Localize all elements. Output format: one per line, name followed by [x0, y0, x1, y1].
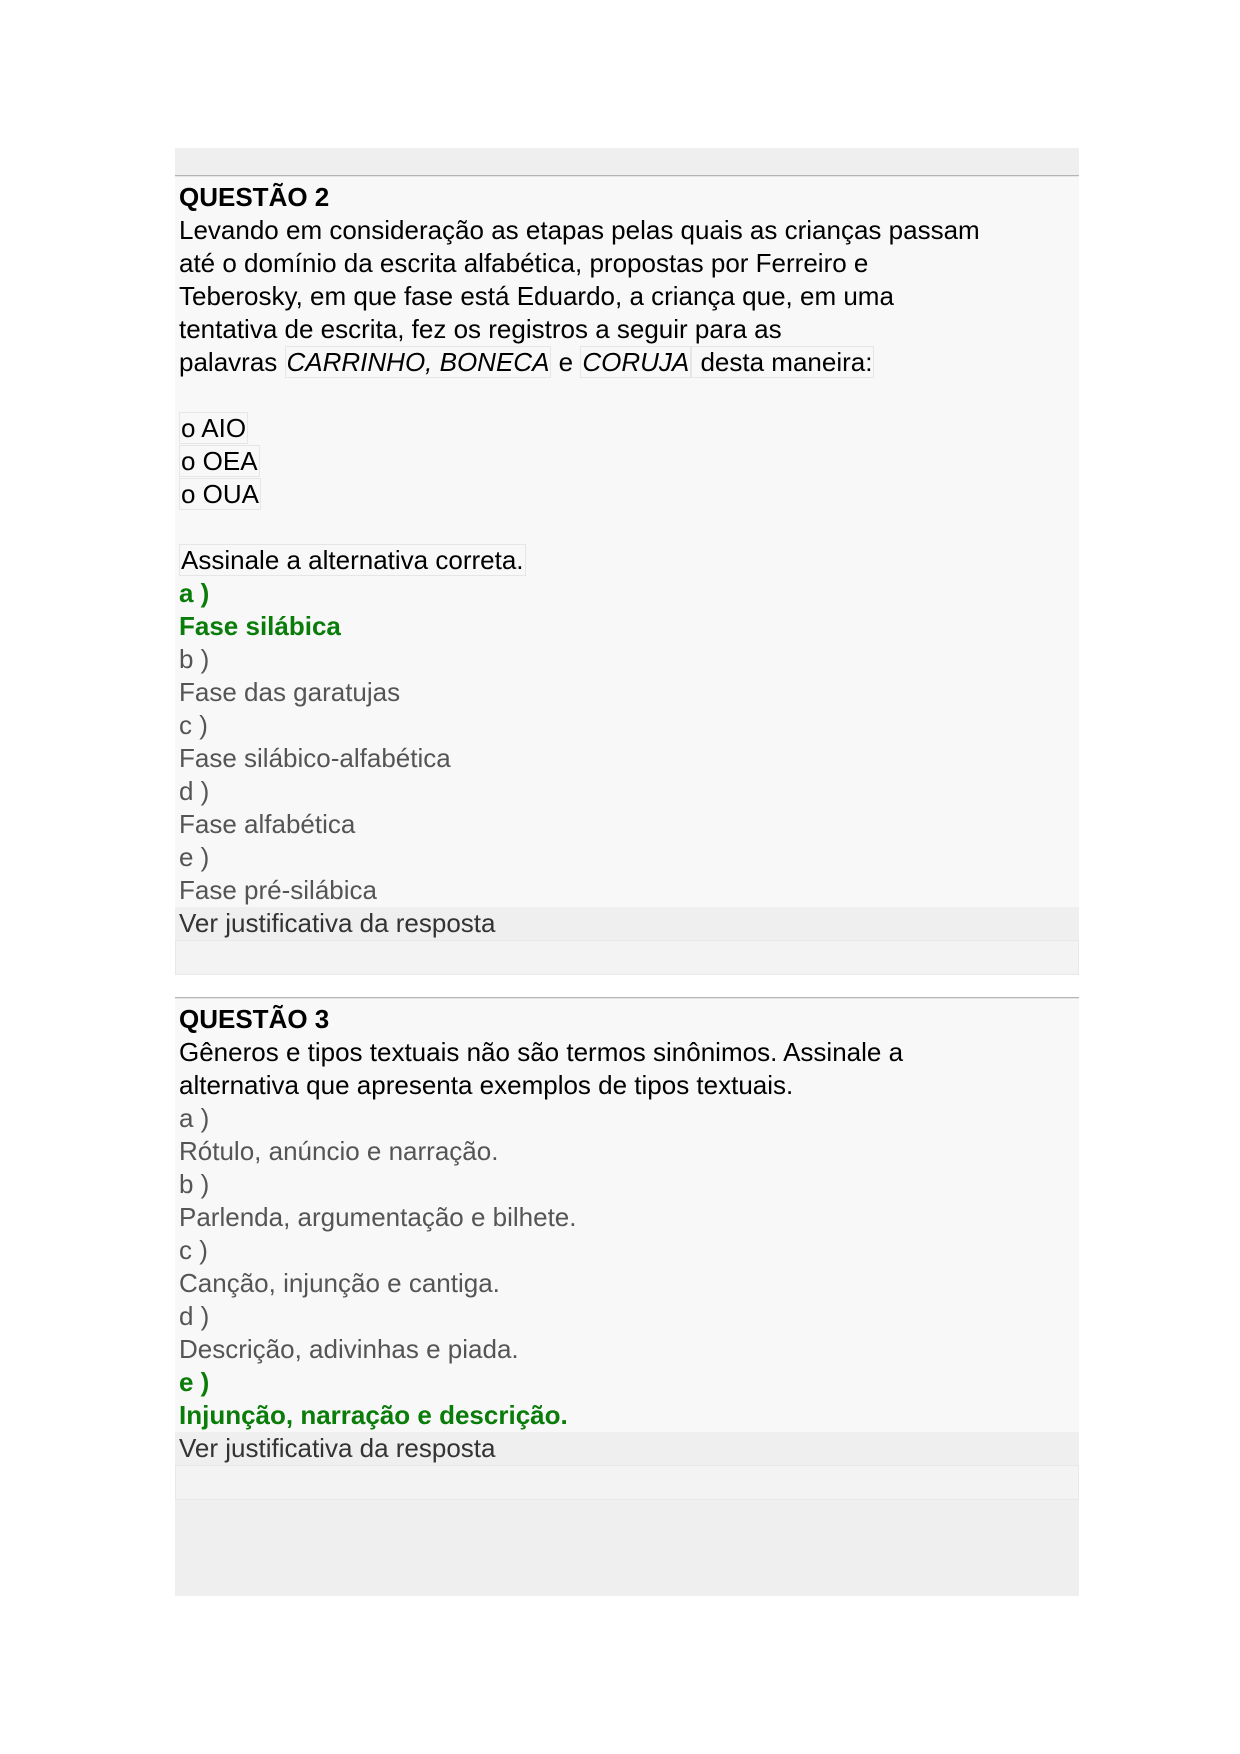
stem-word: CORUJA [582, 347, 690, 377]
option-text[interactable]: Fase das garatujas [179, 677, 401, 707]
option-letter[interactable]: b ) [179, 1169, 210, 1199]
instruction: Assinale a alternativa correta. [181, 545, 524, 575]
question-stem-line: alternativa que apresenta exemplos de tipos textuais. [179, 1070, 794, 1100]
option-text[interactable]: Rótulo, anúncio e narração. [179, 1136, 499, 1166]
option-letter[interactable]: b ) [179, 644, 210, 674]
bottom-band [175, 1500, 1079, 1596]
option-letter[interactable]: e ) [179, 842, 210, 872]
option-text[interactable]: Fase silábica [179, 611, 341, 641]
option-text[interactable]: Fase silábico-alfabética [179, 743, 451, 773]
question-title: QUESTÃO 3 [179, 1004, 330, 1034]
option-text[interactable]: Parlenda, argumentação e bilhete. [179, 1202, 577, 1232]
option-text[interactable]: Fase alfabética [179, 809, 356, 839]
option-text[interactable]: Descrição, adivinhas e piada. [179, 1334, 519, 1364]
justification-link[interactable]: Ver justificativa da resposta [175, 1432, 1079, 1465]
question-stem-line: até o domínio da escrita alfabética, propostas por Ferreiro e [179, 248, 869, 278]
option-letter[interactable]: e ) [179, 1367, 210, 1397]
option-letter[interactable]: c ) [179, 710, 208, 740]
quiz-sheet [175, 148, 1079, 1596]
record-item: o OEA [181, 446, 258, 476]
option-letter[interactable]: a ) [179, 1103, 210, 1133]
option-letter[interactable]: c ) [179, 1235, 208, 1265]
question-stem-line: Levando em consideração as etapas pelas quais as crianças passam [179, 215, 980, 245]
option-text[interactable]: Fase pré-silábica [179, 875, 377, 905]
answer-band [175, 1465, 1079, 1500]
option-text[interactable]: Injunção, narração e descrição. [179, 1400, 568, 1430]
stem-text: desta maneira: [693, 347, 873, 377]
stem-word: CARRINHO, BONECA [286, 347, 550, 377]
stem-text: palavras [179, 347, 285, 377]
option-letter[interactable]: a ) [179, 578, 210, 608]
question-3 [175, 999, 1079, 1596]
question-stem-line [179, 346, 1075, 379]
question-title: QUESTÃO 2 [179, 182, 330, 212]
option-text[interactable]: Canção, injunção e cantiga. [179, 1268, 500, 1298]
option-letter[interactable]: d ) [179, 776, 210, 806]
question-stem-line: Teberosky, em que fase está Eduardo, a criança que, em uma [179, 281, 894, 311]
top-band [175, 148, 1079, 175]
option-letter[interactable]: d ) [179, 1301, 210, 1331]
question-stem-line: Gêneros e tipos textuais não são termos sinônimos. Assinale a [179, 1037, 904, 1067]
stem-text: e [551, 347, 581, 377]
record-item: o AIO [181, 413, 247, 443]
question-2 [175, 177, 1079, 975]
answer-band [175, 940, 1079, 975]
record-item: o OUA [181, 479, 260, 509]
justification-link[interactable]: Ver justificativa da resposta [175, 907, 1079, 940]
question-stem-line: tentativa de escrita, fez os registros a seguir para as [179, 314, 782, 344]
